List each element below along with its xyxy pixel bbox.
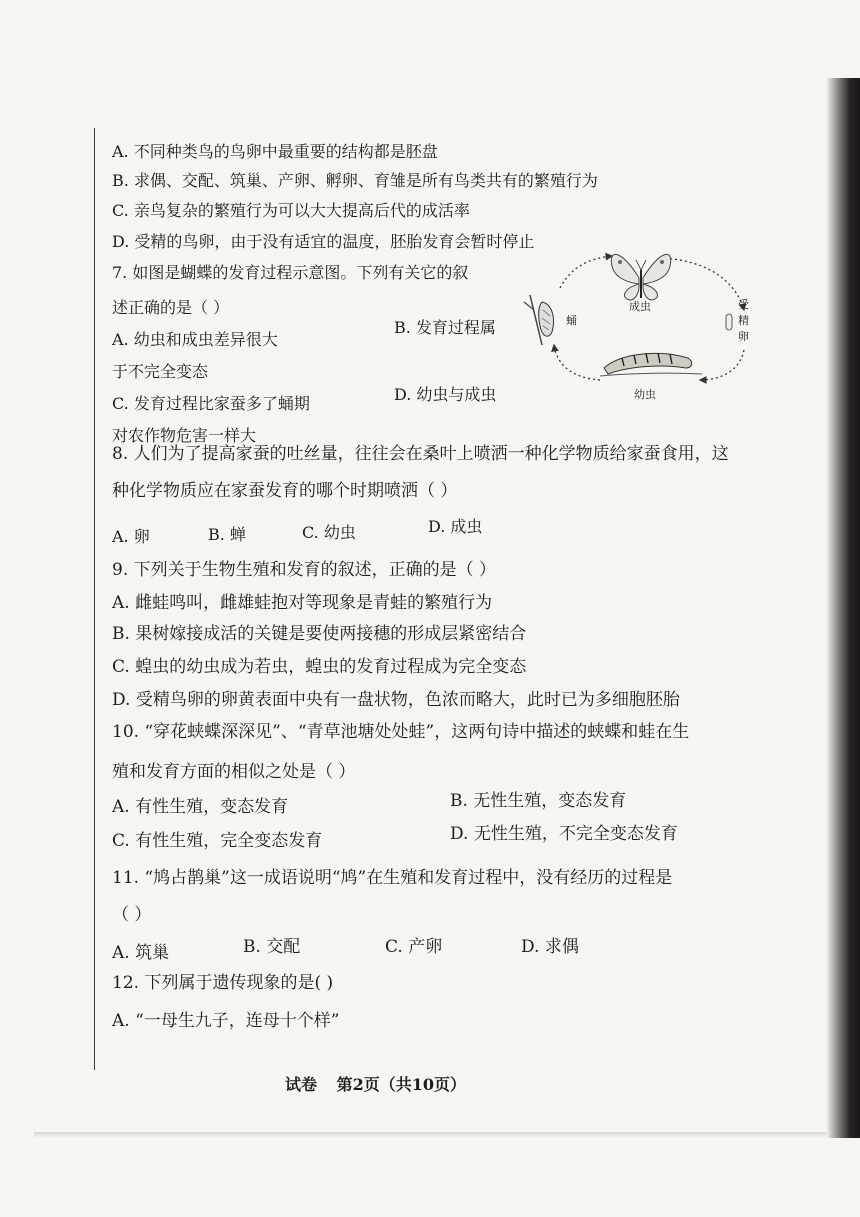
q7-option-b: B. 发育过程属 xyxy=(394,318,496,337)
q7-option-a: A. 幼虫和成虫差异很大 xyxy=(112,330,278,349)
q11-option-b: B. 交配 xyxy=(243,937,301,957)
q10-option-a: A. 有性生殖，变态发育 xyxy=(112,797,289,817)
arrow-pupa-to-adult xyxy=(560,256,612,288)
q8-option-b: B. 蝉 xyxy=(208,525,246,544)
q9-option-b: B. 果树嫁接成活的关键是要使两接穗的形成层紧密结合 xyxy=(112,624,527,644)
scan-shadow-bottom xyxy=(34,1132,826,1138)
q11-option-d: D. 求偶 xyxy=(521,937,579,957)
q9-option-a: A. 雌蛙鸣叫，雌雄蛙抱对等现象是青蛙的繁殖行为 xyxy=(112,593,493,613)
label-egg-1: 受 xyxy=(738,298,749,311)
q6-option-c: C. 亲鸟复杂的繁殖行为可以大大提高后代的成活率 xyxy=(112,201,470,220)
footer-label: 试卷 xyxy=(285,1075,318,1094)
q10-option-b: B. 无性生殖，变态发育 xyxy=(450,791,627,811)
binding-margin-line xyxy=(94,128,95,1070)
q7-option-c: C. 发育过程比家蚕多了蛹期 xyxy=(112,394,310,413)
label-larva: 幼虫 xyxy=(634,388,656,401)
q6-option-b: B. 求偶、交配、筑巢、产卵、孵卵、育雏是所有鸟类共有的繁殖行为 xyxy=(112,171,598,190)
arrow-adult-to-egg xyxy=(660,258,744,310)
q11-stem-line2: （ ） xyxy=(112,905,152,925)
q6-option-d: D. 受精的鸟卵，由于没有适宜的温度，胚胎发育会暂时停止 xyxy=(112,232,535,251)
arrow-larva-to-pupa xyxy=(554,345,600,380)
q11-option-a: A. 筑巢 xyxy=(112,943,170,963)
q8-option-d: D. 成虫 xyxy=(428,517,483,536)
label-egg-3: 卵 xyxy=(738,330,749,343)
q7-stem-line2: 述正确的是（ ） xyxy=(112,298,230,317)
q6-option-a: A. 不同种类鸟的鸟卵中最重要的结构都是胚盘 xyxy=(112,142,438,161)
q9-stem: 9. 下列关于生物生殖和发育的叙述，正确的是（ ） xyxy=(112,560,497,580)
adult-butterfly-icon xyxy=(611,254,670,300)
page-footer xyxy=(285,1072,480,1095)
q8-option-c: C. 幼虫 xyxy=(302,523,356,542)
label-adult: 成虫 xyxy=(629,300,651,313)
q8-stem-line2: 种化学物质应在家蚕发育的哪个时期喷洒（ ） xyxy=(112,481,458,501)
q12-stem: 12. 下列属于遗传现象的是( ) xyxy=(112,973,334,993)
q7-option-d-wrap: 对农作物危害一样大 xyxy=(112,426,257,445)
egg-icon xyxy=(726,314,732,330)
q10-option-c: C. 有性生殖，完全变态发育 xyxy=(112,831,323,851)
label-pupa: 蛹 xyxy=(566,314,577,327)
scan-shadow-right xyxy=(826,78,860,1138)
q7-option-b-wrap: 于不完全变态 xyxy=(112,362,209,381)
q8-option-a: A. 卵 xyxy=(112,527,150,546)
q11-option-c: C. 产卵 xyxy=(385,937,443,957)
q11-stem-line1: 11. “鸠占鹊巢”这一成语说明“鸠”在生殖和发育过程中，没有经历的过程是 xyxy=(112,868,673,888)
footer-page-number: 第2页（共10页） xyxy=(336,1075,466,1094)
q8-stem-line1: 8. 人们为了提高家蚕的吐丝量，往往会在桑叶上喷洒一种化学物质给家蚕食用，这 xyxy=(112,444,729,464)
q12-option-a: A. “一母生九子，连母十个样” xyxy=(112,1011,340,1031)
q10-option-d: D. 无性生殖，不完全变态发育 xyxy=(450,824,678,844)
q9-option-c: C. 蝗虫的幼虫成为若虫，蝗虫的发育过程成为完全变态 xyxy=(112,657,527,677)
arrow-egg-to-larva xyxy=(700,350,744,380)
butterfly-life-cycle-diagram xyxy=(512,240,772,410)
pupa-icon xyxy=(524,295,554,345)
q7-option-d: D. 幼虫与成虫 xyxy=(394,385,497,404)
q10-stem-line2: 殖和发育方面的相似之处是（ ） xyxy=(112,762,356,782)
q7-stem-line1: 7. 如图是蝴蝶的发育过程示意图。下列有关它的叙 xyxy=(112,263,469,282)
q10-stem-line1: 10. “穿花蛱蝶深深见”、“青草池塘处处蛙”，这两句诗中描述的蛱蝶和蛙在生 xyxy=(112,722,690,742)
larva-icon xyxy=(600,353,702,376)
label-egg-2: 精 xyxy=(738,314,749,327)
q9-option-d: D. 受精鸟卵的卵黄表面中央有一盘状物，色浓而略大，此时已为多细胞胚胎 xyxy=(112,690,680,710)
